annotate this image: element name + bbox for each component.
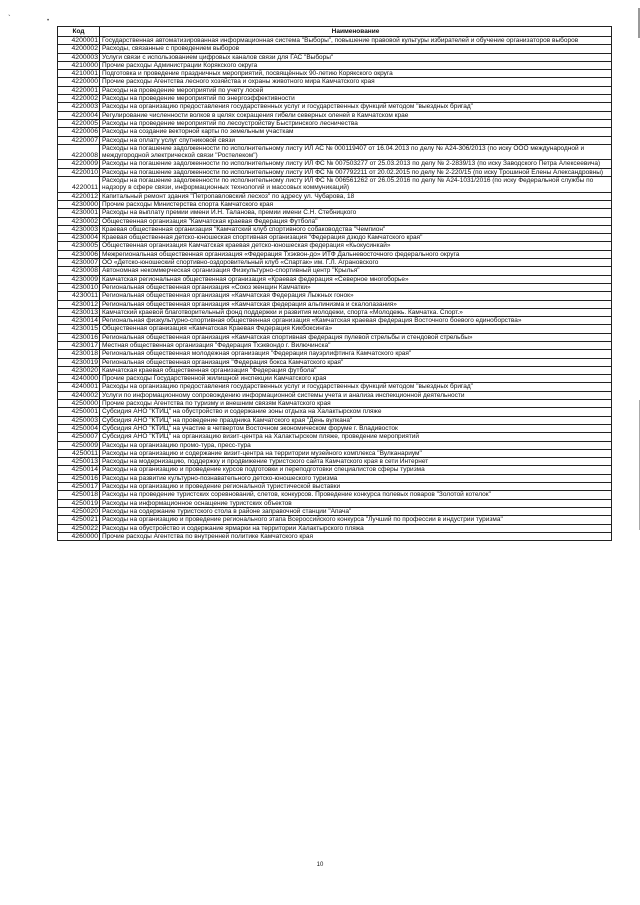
table-row [58,111,612,119]
row-name: Расходы на содержание туристского стола в районе заправочной станции "Апача" [100,507,612,515]
table-row [58,325,612,333]
scan-mark: • [47,18,50,24]
row-code: 4220001 [58,86,100,94]
table-row [58,242,612,250]
row-code: 4240001 [58,383,100,391]
header-name: Наименование [100,27,612,37]
row-name: Межрегиональная общественная организация «Федерация Тхэквон-до» ИТФ Дальневосточного федерального округа [100,250,612,258]
table-body [58,37,612,541]
table-row [58,341,612,349]
row-code: 4220006 [58,128,100,136]
table-row [58,53,612,61]
table-row [58,70,612,78]
row-code: 4250004 [58,424,100,432]
row-code: 4250021 [58,516,100,524]
row-name: Расходы, связанные с проведением выборов [100,45,612,53]
table-row [58,275,612,283]
row-code: 4230006 [58,250,100,258]
table-row [58,507,612,515]
row-code: 4230000 [58,200,100,208]
row-name: Расходы на проведение мероприятий по учету лосей [100,86,612,94]
table-row [58,259,612,267]
row-name: Расходы на организацию и содержание визит-центра на территории музейного комплекса "Вулканариум" [100,449,612,457]
table-row [58,168,612,176]
row-name: Региональная физкультурно-спортивная общественная организация «Камчатская краевая федерация Восточного боевого единоборства» [100,317,612,325]
row-name: Расходы на организацию предоставления государственных услуг и государственных функций методом "выездных бригад" [100,383,612,391]
row-name: Расходы на организацию предоставления государственных услуг и государственных функций методом "выездных бригад" [100,103,612,111]
row-code: 4230009 [58,275,100,283]
row-name: Прочие расходы Агентства по туризму и внешним связям Камчатского края [100,400,612,408]
row-code: 4230011 [58,292,100,300]
row-code: 4220003 [58,103,100,111]
table-row [58,300,612,308]
row-name: Расходы на погашение задолженности по исполнительному листу ИЛ АС № 000119407 от 16.04.2013 по делу № А24-306/2013 (по иску ООО международной и междугородной электрической связи "Ростелеком") [100,144,612,160]
table-row [58,234,612,242]
table-row [58,416,612,424]
table-row [58,424,612,432]
row-name: Капитальный ремонт здания "Петропавловский лесхоз" по адресу ул. Чубарова, 18 [100,192,612,200]
table-row [58,350,612,358]
row-code: 4220000 [58,78,100,86]
row-code: 4220011 [58,177,100,193]
table-row [58,408,612,416]
row-code: 4210001 [58,70,100,78]
row-code: 4220004 [58,111,100,119]
table-row [58,37,612,45]
table-row [58,524,612,532]
row-name: Общественная организация Камчатская краевая детско-юношеская федерация «Кьокусинкай» [100,242,612,250]
table-row [58,200,612,208]
row-name: Расходы на оплату услуг спутниковой связи [100,136,612,144]
table-row [58,250,612,258]
row-name: ОО «Детско-юношеский спортивно-оздоровительный клуб «Спартак» им. Г.Л. Аграновского [100,259,612,267]
row-code: 4230003 [58,225,100,233]
row-code: 4250022 [58,524,100,532]
table-row [58,144,612,160]
row-name: Субсидия АНО "КТИЦ" на участие в четвертом Восточном экономическом форуме г. Владивосток [100,424,612,432]
row-name: Прочие расходы Агентства по внутренней политике Камчатского края [100,532,612,540]
table-row [58,441,612,449]
row-name: Субсидия АНО "КТИЦ" на проведение праздника Камчатского края "День вулкана" [100,416,612,424]
table-row [58,308,612,316]
row-name: Краевая общественная детско-юношеская спортивная организация "Федерация дзюдо Камчатского края" [100,234,612,242]
row-name: Прочие расходы Министерства спорта Камчатского края [100,200,612,208]
row-name: Расходы на организацию и проведение регионального этапа Всероссийского конкурса "Лучший по профессии в индустрии туризма" [100,516,612,524]
table-row [58,366,612,374]
row-name: Камчатская краевая общественная организация "Федерация футбола" [100,366,612,374]
table-header-row [58,27,612,37]
table-row [58,491,612,499]
row-code: 4250019 [58,499,100,507]
row-name: Расходы на проведение мероприятий по энергоэффективности [100,95,612,103]
row-code: 4230001 [58,209,100,217]
row-name: Региональная общественная организация «Камчатская федерация альпинизма и скалолазания» [100,300,612,308]
row-name: Расходы на модернизацию, поддержку и продвижение туристского сайта Камчатского края в сети Интернет [100,458,612,466]
row-code: 4250009 [58,441,100,449]
row-code: 4240000 [58,375,100,383]
row-code: 4250011 [58,449,100,457]
row-code: 4250003 [58,416,100,424]
row-code: 4230014 [58,317,100,325]
row-code: 4230015 [58,325,100,333]
row-name: Прочие расходы Агентства лесного хозяйства и охраны животного мира Камчатского края [100,78,612,86]
row-name: Расходы на организацию и проведение региональной туристической выставки [100,483,612,491]
table-row [58,192,612,200]
row-code: 4250007 [58,433,100,441]
row-code: 4250018 [58,491,100,499]
row-name: Услуги связи с использованием цифровых каналов связи для ГАС "Выборы" [100,53,612,61]
table-row [58,458,612,466]
row-code: 4230002 [58,217,100,225]
row-name: Общественная организация "Камчатская краевая Федерация Футбола" [100,217,612,225]
table-row [58,225,612,233]
row-code: 4250020 [58,507,100,515]
row-name: Расходы на выплату премии имени И.Н. Таланова, премии имени С.Н. Стебницкого [100,209,612,217]
table-row [58,391,612,399]
table-row [58,375,612,383]
row-code: 4220007 [58,136,100,144]
row-code: 4250016 [58,474,100,482]
header-code: Код [58,27,100,37]
row-name: Субсидия АНО "КТИЦ" на обустройство и содержание зоны отдыха на Халактырском пляже [100,408,612,416]
row-name: Прочие расходы Государственной жилищной инспекции Камчатского края [100,375,612,383]
row-name: Региональная общественная организация «Камчатская Федерация Лыжных гонок» [100,292,612,300]
table-row [58,532,612,540]
table-row [58,45,612,53]
table-row [58,136,612,144]
row-code: 4250000 [58,400,100,408]
row-name: Местная общественная организация "Федерация Тхэквондо г. Вилючинска" [100,341,612,349]
table-row [58,474,612,482]
table-row [58,516,612,524]
row-code: 4200001 [58,37,100,45]
table-row [58,333,612,341]
table-row [58,217,612,225]
scan-mark: ` [8,14,11,23]
row-code: 4200003 [58,53,100,61]
row-code: 4220002 [58,95,100,103]
row-name: Прочие расходы Администрации Корякского округа [100,61,612,69]
row-name: Региональная общественная организация «Союз женщин Камчатки» [100,283,612,291]
row-code: 4230016 [58,333,100,341]
table-row [58,383,612,391]
table-row [58,86,612,94]
row-name: Расходы на создание векторной карты по земельным участкам [100,128,612,136]
budget-code-table [57,26,612,541]
row-name: Региональная общественная организация "Федерация бокса Камчатского края" [100,358,612,366]
table-row [58,61,612,69]
row-name: Общественная организация «Камчатская Краевая Федерация Кикбоксинга» [100,325,612,333]
row-code: 4240002 [58,391,100,399]
row-code: 4220008 [58,144,100,160]
table-row [58,358,612,366]
row-name: Субсидия АНО "КТИЦ" на организацию визит-центра на Халактырском пляже, проведение мероприятий [100,433,612,441]
table-row [58,95,612,103]
row-name: Расходы на погашение задолженности по исполнительному листу ИЛ ФС № 006561262 от 26.05.2016 по делу № А24-1031/2016 (по иску Федеральной службы по надзору в сфере связи, информационных технологий и массовых коммуникаций) [100,177,612,193]
row-code: 4230004 [58,234,100,242]
row-code: 4230008 [58,267,100,275]
row-name: Расходы на проведение туристских соревнований, слетов, конкурсов. Проведение конкурса полевых поваров "Золотой котелок" [100,491,612,499]
row-name: Камчатский краевой благотворительный фонд поддержки и развития молодежи, спорта «Молодежь. Камчатка. Спорт.» [100,308,612,316]
table-row [58,283,612,291]
row-name: Автономная некоммерческая организация Физкультурно-спортивный центр "Крылья" [100,267,612,275]
row-code: 4250017 [58,483,100,491]
row-code: 4230010 [58,283,100,291]
row-name: Расходы на организацию промо-тура, пресс-тура [100,441,612,449]
row-name: Расходы на организацию и проведение курсов подготовки и переподготовки специалистов сферы туризма [100,466,612,474]
row-code: 4230017 [58,341,100,349]
row-name: Подготовка и проведение праздничных мероприятий, посвящённых 90-летию Корякского округа [100,70,612,78]
row-name: Расходы на обустройство и содержание ярмарки на территории Халактырского пляжа [100,524,612,532]
row-code: 4230013 [58,308,100,316]
row-name: Камчатская региональная общественная организация «Краевая федерация «Северное многоборье» [100,275,612,283]
table-row [58,317,612,325]
row-code: 4220012 [58,192,100,200]
row-name: Краевая общественная организация "Камчатский клуб спортивного собаководства "Чемпион" [100,225,612,233]
row-name: Расходы на развитие культурно-познавательного детско-юношеского туризма [100,474,612,482]
row-code: 4250001 [58,408,100,416]
row-code: 4230005 [58,242,100,250]
row-name: Расходы на погашение задолженности по исполнительному листу ИЛ ФС № 007503277 от 25.03.2013 по делу № 2-2839/13 (по иску Заводского Петра Алексеевича) [100,160,612,168]
table-row [58,466,612,474]
row-name: Государственная автоматизированная информационная система "Выборы", повышение правовой культуры избирателей и обучение организаторов выборов [100,37,612,45]
row-name: Региональная общественная организация «Камчатская спортивная федерация пулевой стрельбы и стендовой стрельбы» [100,333,612,341]
row-code: 4200002 [58,45,100,53]
row-code: 4230012 [58,300,100,308]
row-code: 4220010 [58,168,100,176]
table-row [58,78,612,86]
table-row [58,177,612,193]
table-row [58,160,612,168]
table-row [58,483,612,491]
row-name: Регулирование численности волков в целях сокращения гибели северных оленей в Камчатском крае [100,111,612,119]
row-name: Расходы на информационное оснащение туристских объектов [100,499,612,507]
table-row [58,499,612,507]
table-row [58,400,612,408]
page-number: 10 [316,862,324,868]
row-code: 4250014 [58,466,100,474]
row-name: Расходы на погашение задолженности по исполнительному листу ИЛ ФС № 007792211 от 20.02.2015 по делу № 2-220/15 (по иску Трошиной Елены Александровны) [100,168,612,176]
row-code: 4210000 [58,61,100,69]
table-row [58,433,612,441]
row-code: 4230019 [58,358,100,366]
table-row [58,267,612,275]
row-code: 4260000 [58,532,100,540]
row-code: 4230007 [58,259,100,267]
table-row [58,119,612,127]
row-code: 4250013 [58,458,100,466]
table-row [58,292,612,300]
row-name: Расходы на проведение мероприятий по лесоустройству Быстринского лесничества [100,119,612,127]
row-name: Услуги по информационному сопровождению информационной системы учета и анализа инспекционной деятельности [100,391,612,399]
table-row [58,449,612,457]
row-code: 4230018 [58,350,100,358]
table-row [58,103,612,111]
table-row [58,128,612,136]
table-row [58,209,612,217]
row-code: 4220009 [58,160,100,168]
row-name: Региональная общественная молодежная организация "Федерация пауэрлифтинга Камчатского края" [100,350,612,358]
row-code: 4230020 [58,366,100,374]
row-code: 4220005 [58,119,100,127]
